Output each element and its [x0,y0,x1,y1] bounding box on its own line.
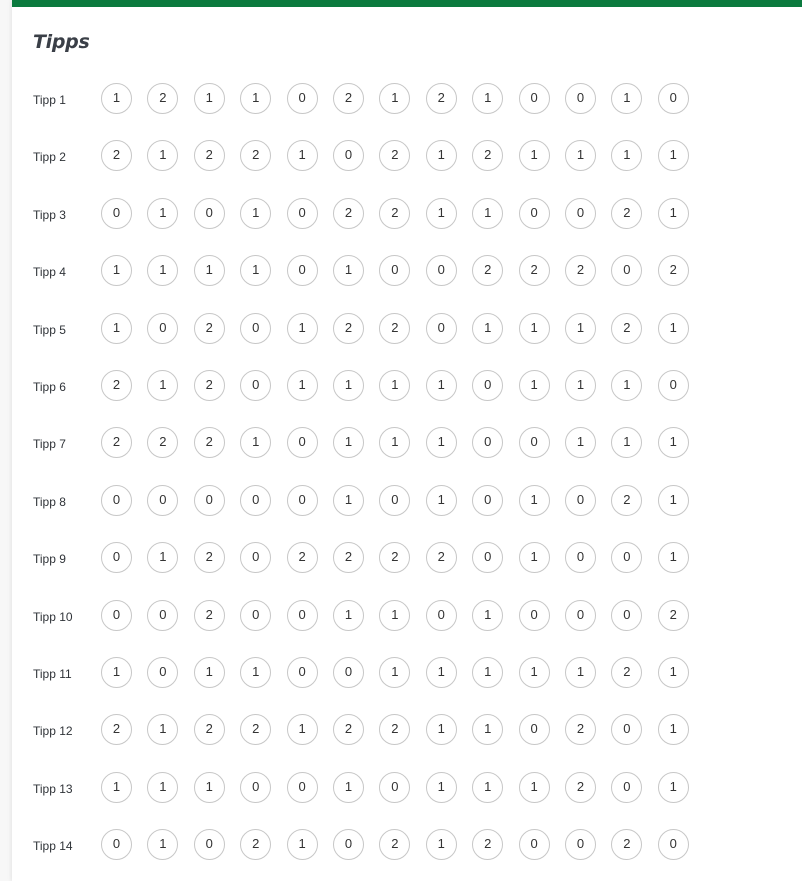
tipp-label: Tipp 8 [33,494,66,509]
section-title: Tipps [33,31,90,53]
tipp-label: Tipp 2 [33,150,66,165]
tipp-pick-circle[interactable]: 1 [194,772,225,803]
tipp-pick-circle[interactable]: 2 [194,427,225,458]
tipp-pick-circle[interactable]: 2 [333,542,364,573]
tipp-pick-circle[interactable]: 1 [658,714,689,745]
tipp-pick-circle[interactable]: 0 [426,600,457,631]
tipp-pick-circle[interactable]: 1 [287,140,318,171]
tipp-row [12,255,712,289]
tipp-pick-circle[interactable]: 2 [565,255,596,286]
tipp-pick-circle[interactable]: 0 [565,485,596,516]
tipp-pick-circle[interactable]: 0 [426,313,457,344]
tipp-row [12,542,712,576]
tipp-pick-circle[interactable]: 1 [147,370,178,401]
tipp-pick-circle[interactable]: 1 [519,772,550,803]
tipp-pick-circle[interactable]: 2 [147,83,178,114]
tipp-pick-circle[interactable]: 0 [240,313,271,344]
tipp-pick-circle[interactable]: 0 [658,370,689,401]
tipp-pick-circle[interactable]: 1 [658,140,689,171]
tipp-pick-circle[interactable]: 2 [194,714,225,745]
tipp-row [12,313,712,347]
tipp-pick-circle[interactable]: 0 [240,485,271,516]
tipp-pick-circle[interactable]: 0 [611,714,642,745]
tipp-pick-circle[interactable]: 0 [101,198,132,229]
tipp-pick-circle[interactable]: 1 [333,255,364,286]
tipp-pick-circle[interactable]: 1 [611,370,642,401]
tipp-pick-circle[interactable]: 1 [147,772,178,803]
tipp-pick-circle[interactable]: 1 [472,657,503,688]
tipp-label: Tipp 14 [33,839,73,854]
top-accent-bar [12,0,802,7]
tipp-pick-circle[interactable]: 2 [194,140,225,171]
tipp-label: Tipp 11 [33,667,72,681]
tipp-pick-circle[interactable]: 2 [379,829,410,860]
tipp-pick-circle[interactable]: 1 [565,657,596,688]
tipp-pick-circle[interactable]: 1 [658,542,689,573]
tipp-pick-circle[interactable]: 2 [426,542,457,573]
tipp-pick-circle[interactable]: 1 [611,83,642,114]
tipp-label: Tipp 13 [33,781,73,796]
tipp-pick-circle[interactable]: 1 [147,714,178,745]
tipp-row [12,198,712,232]
tipp-pick-circle[interactable]: 2 [194,370,225,401]
tipp-pick-circle[interactable]: 0 [147,485,178,516]
tipp-pick-circle[interactable]: 0 [240,600,271,631]
tipp-pick-circle[interactable]: 0 [287,427,318,458]
tipp-pick-circle[interactable]: 0 [611,772,642,803]
tipp-pick-circle[interactable]: 2 [611,657,642,688]
tipp-pick-circle[interactable]: 0 [565,600,596,631]
tipp-label: Tipp 1 [33,93,66,107]
tipp-pick-circle[interactable]: 0 [565,198,596,229]
tipp-pick-circle[interactable]: 0 [611,542,642,573]
tipp-pick-circle[interactable]: 2 [379,140,410,171]
tipp-pick-circle[interactable]: 1 [379,83,410,114]
tipp-pick-circle[interactable]: 2 [101,370,132,401]
tipp-label: Tipp 4 [33,265,66,280]
tipp-pick-circle[interactable]: 1 [565,427,596,458]
tipp-pick-circle[interactable]: 2 [379,313,410,344]
tipp-label: Tipp 7 [33,437,66,452]
tipp-pick-circle[interactable]: 2 [101,140,132,171]
tipp-row [12,485,712,519]
tipp-pick-circle[interactable]: 1 [333,772,364,803]
tipp-pick-circle[interactable]: 0 [240,772,271,803]
tipp-pick-circle[interactable]: 2 [240,714,271,745]
tipp-pick-circle[interactable]: 1 [472,83,503,114]
tipp-row [12,657,712,691]
tipp-row [12,772,712,806]
tipp-pick-circle[interactable]: 2 [658,600,689,631]
tipp-pick-circle[interactable]: 1 [287,370,318,401]
tipp-pick-circle[interactable]: 2 [611,198,642,229]
tipp-pick-circle[interactable]: 1 [333,600,364,631]
tipp-pick-circle[interactable]: 1 [519,485,550,516]
tipp-pick-circle[interactable]: 1 [240,255,271,286]
tipp-label: Tipp 9 [33,552,66,567]
tipp-pick-circle[interactable]: 1 [101,83,132,114]
tipp-pick-circle[interactable]: 0 [519,83,550,114]
tipp-pick-circle[interactable]: 0 [101,485,132,516]
tipp-pick-circle[interactable]: 1 [519,542,550,573]
tipp-pick-circle[interactable]: 2 [333,714,364,745]
tipp-pick-circle[interactable]: 2 [101,427,132,458]
tipp-pick-circle[interactable]: 0 [379,485,410,516]
tipp-row [12,83,712,117]
tipp-pick-circle[interactable]: 0 [472,427,503,458]
tipp-pick-circle[interactable]: 1 [472,198,503,229]
tipp-pick-circle[interactable]: 0 [147,657,178,688]
tipp-pick-circle[interactable]: 2 [287,542,318,573]
tipp-pick-circle[interactable]: 2 [101,714,132,745]
tipp-pick-circle[interactable]: 1 [147,829,178,860]
tipp-pick-circle[interactable]: 0 [333,829,364,860]
tipp-pick-circle[interactable]: 0 [287,600,318,631]
tipp-pick-circle[interactable]: 1 [333,427,364,458]
tipp-pick-circle[interactable]: 0 [287,83,318,114]
tipp-pick-circle[interactable]: 1 [611,427,642,458]
tipp-pick-circle[interactable]: 1 [426,657,457,688]
tipp-pick-circle[interactable]: 0 [426,255,457,286]
tipp-pick-circle[interactable]: 2 [611,829,642,860]
tipp-pick-circle[interactable]: 0 [519,829,550,860]
tipp-pick-circle[interactable]: 1 [147,140,178,171]
tipp-label: Tipp 6 [33,380,66,394]
tipp-pick-circle[interactable]: 2 [379,198,410,229]
tipp-row [12,600,712,634]
tipp-pick-circle[interactable]: 1 [426,140,457,171]
tipp-pick-circle[interactable]: 2 [658,255,689,286]
tipp-pick-circle[interactable]: 1 [379,600,410,631]
tipp-pick-circle[interactable]: 2 [240,140,271,171]
tipp-pick-circle[interactable]: 1 [379,370,410,401]
tipp-pick-circle[interactable]: 1 [658,657,689,688]
tipp-pick-circle[interactable]: 1 [611,140,642,171]
tipp-row [12,140,712,174]
tipp-pick-circle[interactable]: 2 [611,485,642,516]
tipp-pick-circle[interactable]: 2 [565,772,596,803]
tipp-pick-circle[interactable]: 1 [472,313,503,344]
tipp-pick-circle[interactable]: 1 [147,198,178,229]
tipp-pick-circle[interactable]: 0 [194,485,225,516]
tipp-pick-circle[interactable]: 1 [658,313,689,344]
tipp-pick-circle[interactable]: 0 [333,140,364,171]
tipp-pick-circle[interactable]: 1 [379,427,410,458]
tipp-pick-circle[interactable]: 0 [101,542,132,573]
tipp-label: Tipp 3 [33,207,66,222]
tipp-pick-circle[interactable]: 1 [426,772,457,803]
tipp-pick-circle[interactable]: 0 [194,198,225,229]
tipp-pick-circle[interactable]: 1 [287,714,318,745]
tipp-pick-circle[interactable]: 0 [565,829,596,860]
tipp-pick-circle[interactable]: 1 [147,255,178,286]
tipp-label: Tipp 12 [33,724,73,739]
tipp-pick-circle[interactable]: 1 [287,313,318,344]
tipp-row [12,370,712,404]
tipp-pick-circle[interactable]: 2 [472,829,503,860]
tipp-pick-circle[interactable]: 0 [519,427,550,458]
tipp-label: Tipp 10 [33,609,73,624]
tipp-pick-circle[interactable]: 1 [426,485,457,516]
tipp-pick-circle[interactable]: 0 [240,542,271,573]
tipp-pick-circle[interactable]: 1 [101,255,132,286]
tipp-pick-circle[interactable]: 2 [194,313,225,344]
tipp-pick-circle[interactable]: 2 [426,83,457,114]
tipp-pick-circle[interactable]: 0 [101,829,132,860]
tipp-pick-circle[interactable]: 0 [519,714,550,745]
tipp-pick-circle[interactable]: 1 [519,657,550,688]
tipp-pick-circle[interactable]: 0 [519,198,550,229]
tipp-pick-circle[interactable]: 2 [519,255,550,286]
tipp-pick-circle[interactable]: 0 [287,772,318,803]
tipp-pick-circle[interactable]: 2 [379,542,410,573]
tipp-pick-circle[interactable]: 0 [287,198,318,229]
tipp-pick-circle[interactable]: 1 [194,657,225,688]
tipp-pick-circle[interactable]: 1 [426,714,457,745]
tipp-pick-circle[interactable]: 1 [101,772,132,803]
tipp-pick-circle[interactable]: 0 [287,657,318,688]
tipp-pick-circle[interactable]: 0 [519,600,550,631]
tipp-pick-circle[interactable]: 1 [379,657,410,688]
tipp-pick-circle[interactable]: 0 [611,600,642,631]
tipp-pick-circle[interactable]: 2 [379,714,410,745]
tipp-pick-circle[interactable]: 1 [147,542,178,573]
tipp-pick-circle[interactable]: 1 [101,657,132,688]
tipp-pick-circle[interactable]: 2 [611,313,642,344]
tipp-pick-circle[interactable]: 1 [658,427,689,458]
tipp-pick-circle[interactable]: 0 [147,313,178,344]
tipp-pick-circle[interactable]: 0 [658,829,689,860]
tipp-pick-circle[interactable]: 0 [287,485,318,516]
tipp-pick-circle[interactable]: 1 [287,829,318,860]
tipp-row [12,714,712,748]
tipp-pick-circle[interactable]: 0 [565,83,596,114]
tipp-pick-circle[interactable]: 1 [565,370,596,401]
tipp-pick-circle[interactable]: 0 [472,370,503,401]
tipp-pick-circle[interactable]: 2 [333,198,364,229]
tipp-pick-circle[interactable]: 0 [379,255,410,286]
tipp-row [12,427,712,461]
tipp-pick-circle[interactable]: 2 [194,542,225,573]
tipp-pick-circle[interactable]: 1 [472,772,503,803]
tipp-pick-circle[interactable]: 1 [519,370,550,401]
tipp-pick-circle[interactable]: 0 [472,485,503,516]
tipp-pick-circle[interactable]: 1 [565,313,596,344]
tipp-pick-circle[interactable]: 1 [101,313,132,344]
tipp-pick-circle[interactable]: 2 [565,714,596,745]
tipp-pick-circle[interactable]: 1 [240,657,271,688]
tipp-pick-circle[interactable]: 0 [194,829,225,860]
tipp-pick-circle[interactable]: 2 [472,255,503,286]
tipp-pick-circle[interactable]: 1 [472,600,503,631]
tipp-pick-circle[interactable]: 0 [287,255,318,286]
tipp-pick-circle[interactable]: 1 [519,140,550,171]
tipp-pick-circle[interactable]: 1 [426,829,457,860]
tipp-pick-circle[interactable]: 1 [240,427,271,458]
tipp-pick-circle[interactable]: 0 [611,255,642,286]
tipp-row [12,829,712,863]
tipp-pick-circle[interactable]: 2 [147,427,178,458]
tipp-pick-circle[interactable]: 1 [472,714,503,745]
tipp-pick-circle[interactable]: 1 [426,198,457,229]
tipp-pick-circle[interactable]: 2 [333,83,364,114]
tipp-pick-circle[interactable]: 1 [519,313,550,344]
tipps-panel [12,0,802,881]
tipp-pick-circle[interactable]: 1 [333,370,364,401]
tipp-pick-circle[interactable]: 1 [658,198,689,229]
tipp-pick-circle[interactable]: 2 [240,829,271,860]
tipp-pick-circle[interactable]: 2 [472,140,503,171]
tipp-pick-circle[interactable]: 1 [565,140,596,171]
tipp-pick-circle[interactable]: 1 [240,198,271,229]
tipp-pick-circle[interactable]: 0 [240,370,271,401]
tipp-pick-circle[interactable]: 1 [333,485,364,516]
tipp-pick-circle[interactable]: 0 [565,542,596,573]
tipp-pick-circle[interactable]: 1 [658,485,689,516]
tipp-label: Tipp 5 [33,322,66,337]
tipp-pick-circle[interactable]: 0 [658,83,689,114]
tipp-pick-circle[interactable]: 1 [426,427,457,458]
tipp-pick-circle[interactable]: 1 [240,83,271,114]
tipp-pick-circle[interactable]: 1 [194,83,225,114]
tipp-pick-circle[interactable]: 0 [101,600,132,631]
tipp-pick-circle[interactable]: 0 [333,657,364,688]
tipp-pick-circle[interactable]: 1 [194,255,225,286]
tipp-pick-circle[interactable]: 1 [658,772,689,803]
tipp-pick-circle[interactable]: 0 [379,772,410,803]
tipp-pick-circle[interactable]: 0 [147,600,178,631]
tipp-pick-circle[interactable]: 2 [194,600,225,631]
tipp-pick-circle[interactable]: 1 [426,370,457,401]
tipp-pick-circle[interactable]: 0 [472,542,503,573]
tipp-pick-circle[interactable]: 2 [333,313,364,344]
